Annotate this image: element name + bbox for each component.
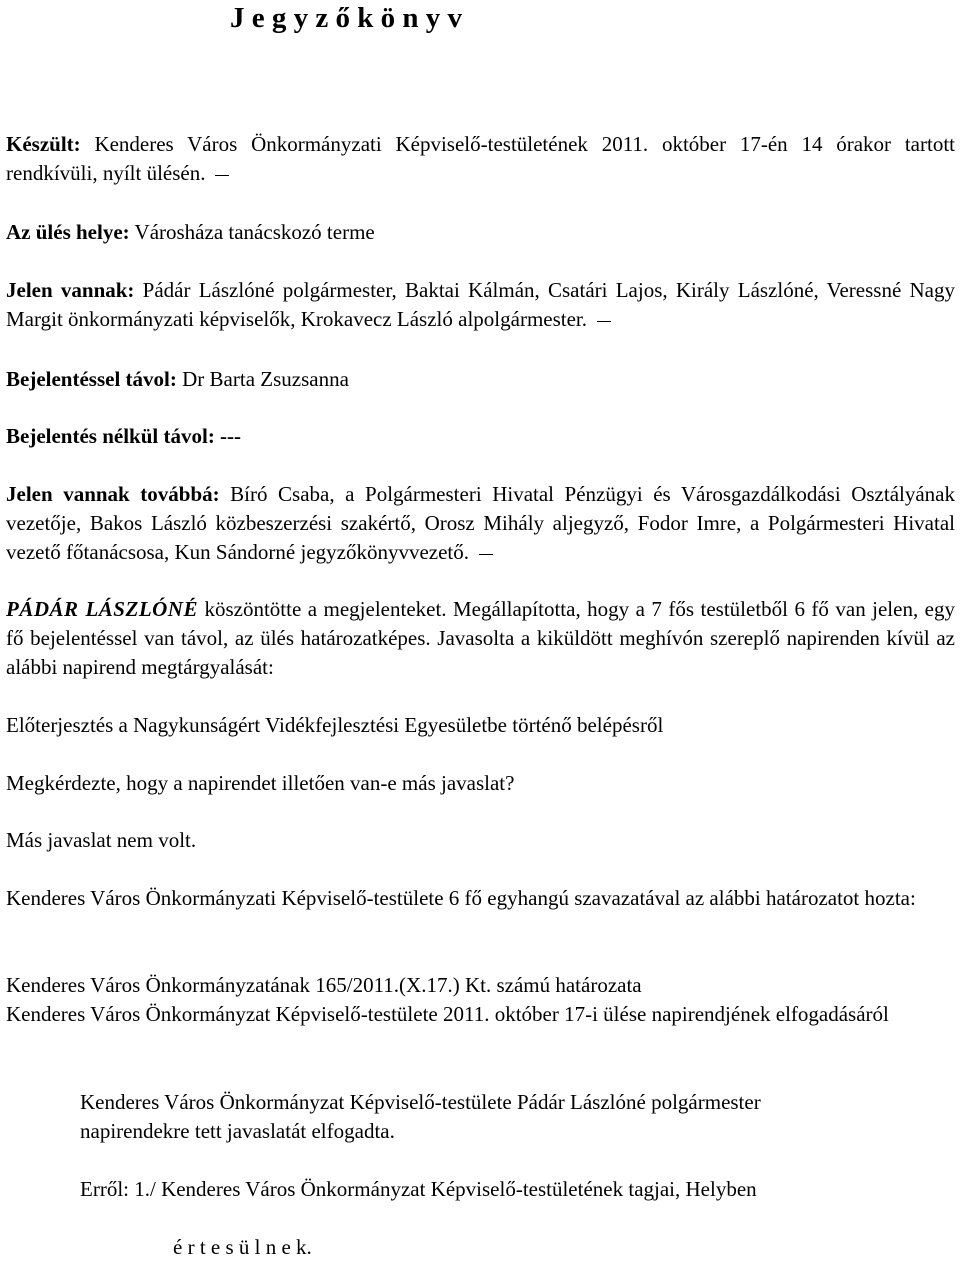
- koszontes-text: köszöntötte a megjelenteket. Megállapította, hogy a 7 fős testületből 6 fő van jelen, egy fő bejelentéssel van távol, az ülés határozatképes. Javasolta a kiküldött meghívón szereplő napirenden kívül az alábbi napirend megtárgyalását:: [6, 597, 955, 679]
- keszult-label: Készült:: [6, 132, 81, 156]
- szavazas-paragraph: Kenderes Város Önkormányzati Képviselő-testülete 6 fő egyhangú szavazatával az alábbi határozatot hozta:: [6, 886, 916, 910]
- mayor-name: PÁDÁR LÁSZLÓNÉ: [6, 597, 198, 621]
- koszontes-paragraph: [6, 595, 955, 682]
- keszult-text: Kenderes Város Önkormányzati Képviselő-testületének 2011. október 17-én 14 órakor tartott rendkívüli, nyílt ülésén.: [6, 132, 955, 185]
- dash-mark: [215, 175, 229, 176]
- dash-mark: [597, 321, 611, 322]
- tovabba-label: Jelen vannak továbbá:: [6, 482, 220, 506]
- page-title: J e g y z ő k ö n y v: [230, 2, 462, 34]
- hely-paragraph: [6, 218, 955, 247]
- bejelentes-nelkul-label: Bejelentés nélkül távol: ---: [6, 424, 242, 448]
- hely-label: Az ülés helye:: [6, 220, 130, 244]
- kerdes-paragraph: Megkérdezte, hogy a napirendet illetően van-e más javaslat?: [6, 771, 515, 795]
- bejelentes-nelkul-paragraph: [6, 422, 955, 451]
- tovabba-paragraph: [6, 480, 955, 567]
- keszult-paragraph: [6, 130, 955, 188]
- ertesulnek-line: é r t e s ü l n e k.: [173, 1235, 312, 1259]
- hatarozat-title: Kenderes Város Önkormányzatának 165/2011.(X.17.) Kt. számú határozata: [6, 973, 642, 997]
- napirend-item: Előterjesztés a Nagykunságért Vidékfejlesztési Egyesületbe történő belépésről: [6, 713, 664, 737]
- hatarozat-subject: Kenderes Város Önkormányzat Képviselő-testülete 2011. október 17-i ülése napirendjének elfogadásáról: [6, 1002, 889, 1026]
- bejelentessel-paragraph: [6, 365, 955, 394]
- mas-javaslat-paragraph: Más javaslat nem volt.: [6, 828, 197, 852]
- jelen-text: Pádár Lászlóné polgármester, Baktai Kálmán, Csatári Lajos, Király Lászlóné, Veressné Nagy Margit önkormányzati képviselők, Krokavecz László alpolgármester.: [6, 278, 955, 331]
- hatarozat-body: Kenderes Város Önkormányzat Képviselő-testülete Pádár Lászlóné polgármester napirendekre tett javaslatát elfogadta.: [80, 1090, 761, 1143]
- tovabba-text: Bíró Csaba, a Polgármesteri Hivatal Pénzügyi és Városgazdálkodási Osztályának vezetője, Bakos László közbeszerzési szakértő, Orosz Mihály aljegyző, Fodor Imre, a Polgármesteri Hivatal vezető főtanácsosa, Kun Sándorné jegyzőkönyvvezető.: [6, 482, 956, 564]
- errol-line: Erről: 1./ Kenderes Város Önkormányzat Képviselő-testületének tagjai, Helyben: [80, 1177, 757, 1201]
- bejelentessel-label: Bejelentéssel távol:: [6, 367, 177, 391]
- hely-text: Városháza tanácskozó terme: [134, 220, 375, 244]
- bejelentessel-text: Dr Barta Zsuzsanna: [182, 367, 349, 391]
- jelen-paragraph: [6, 276, 955, 334]
- jelen-label: Jelen vannak:: [6, 278, 135, 302]
- dash-mark: [479, 554, 493, 555]
